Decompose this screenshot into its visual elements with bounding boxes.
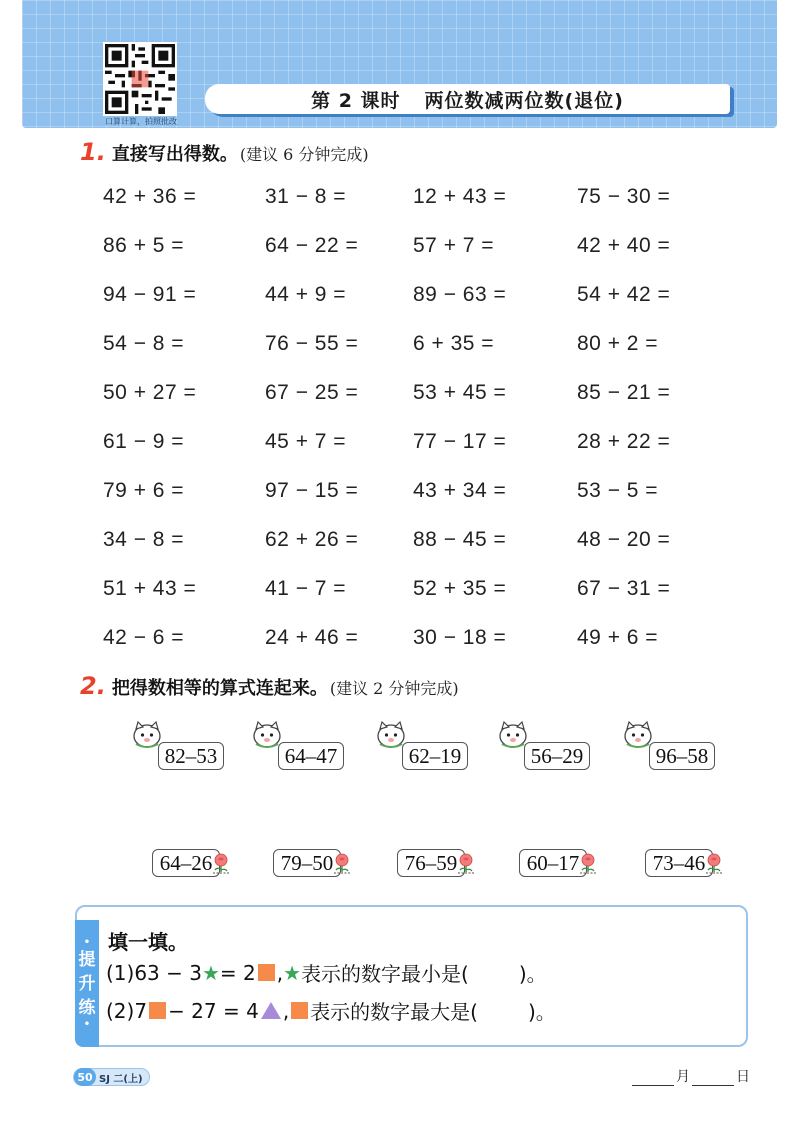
qr-code-icon[interactable]: [103, 42, 177, 116]
bottom-match-card[interactable]: 60–17: [519, 849, 587, 877]
lesson-topic: 两位数减两位数(退位): [424, 89, 624, 112]
equation: 77 − 17 =: [413, 430, 507, 453]
equation: 41 − 7 =: [265, 577, 347, 600]
flower-icon: [703, 852, 725, 874]
equation: 94 − 91 =: [103, 283, 197, 306]
cat-mascot-icon: [621, 720, 655, 750]
equation: 79 + 6 =: [103, 479, 185, 502]
bottom-match-card[interactable]: 76–59: [397, 849, 465, 877]
section2-number: 2.: [80, 672, 106, 700]
lesson-title-bar: [205, 84, 730, 114]
practice-tab: • 提 升 练 •: [75, 920, 99, 1047]
equation: 51 + 43 =: [103, 577, 197, 600]
equation: 88 − 45 =: [413, 528, 507, 551]
q2-part: − 27 = 4: [168, 998, 259, 1023]
equation: 49 + 6 =: [577, 626, 659, 649]
equation: 52 + 35 =: [413, 577, 507, 600]
section1-title: 直接写出得数。: [111, 144, 238, 165]
practice-tab-char: 练: [78, 997, 96, 1018]
cat-mascot-icon: [496, 720, 530, 750]
flower-icon: [577, 852, 599, 874]
qr-caption: 口算计算，拍照批改: [105, 117, 177, 126]
practice-tab-char: 升: [78, 973, 96, 994]
bottom-match-card[interactable]: 73–46: [645, 849, 713, 877]
star-icon: ★: [201, 960, 220, 985]
equation: 54 − 8 =: [103, 332, 185, 355]
lesson-number: 第 2 课时: [311, 89, 401, 112]
section1-note: (建议 6 分钟完成): [239, 145, 369, 164]
equation: 42 − 6 =: [103, 626, 185, 649]
equation: 54 + 42 =: [577, 283, 671, 306]
equation: 80 + 2 =: [577, 332, 659, 355]
equation: 53 + 45 =: [413, 381, 507, 404]
star-icon: ★: [283, 960, 302, 985]
equation: 75 − 30 =: [577, 185, 671, 208]
practice-tab-char: 提: [78, 949, 96, 970]
equation: 28 + 22 =: [577, 430, 671, 453]
section2-note: (建议 2 分钟完成): [329, 679, 459, 698]
orange-square-icon: [149, 1002, 166, 1019]
page-badge: [73, 1068, 150, 1086]
q1-part: ,: [276, 960, 284, 985]
practice-title: 填一填。: [108, 930, 188, 954]
orange-square-icon: [258, 964, 275, 981]
equation: 43 + 34 =: [413, 479, 507, 502]
equation: 42 + 36 =: [103, 185, 197, 208]
equation: 85 − 21 =: [577, 381, 671, 404]
q2-part: (2)7: [106, 998, 148, 1023]
cat-mascot-icon: [130, 720, 164, 750]
equation: 12 + 43 =: [413, 185, 507, 208]
q2-part: )。: [528, 1000, 556, 1024]
page-number: 50: [74, 1068, 96, 1086]
date-line: [630, 1066, 750, 1086]
month-blank[interactable]: [632, 1070, 674, 1086]
section2-title: 把得数相等的算式连起来。: [111, 678, 328, 699]
section2-heading: [80, 672, 459, 700]
equation: 97 − 15 =: [265, 479, 359, 502]
equation: 50 + 27 =: [103, 381, 197, 404]
q2-part: 表示的数字最大是(: [310, 1000, 478, 1024]
month-label: 月: [676, 1069, 690, 1085]
q1-part: )。: [518, 962, 547, 986]
cat-mascot-icon: [250, 720, 284, 750]
equation: 44 + 9 =: [265, 283, 347, 306]
top-match-card[interactable]: 56–29: [524, 742, 590, 770]
equation: 86 + 5 =: [103, 234, 185, 257]
day-label: 日: [736, 1069, 750, 1085]
top-match-card[interactable]: 62–19: [402, 742, 468, 770]
q1-part: (1)63 − 3: [106, 960, 202, 985]
cat-mascot-icon: [374, 720, 408, 750]
section1-number: 1.: [80, 138, 106, 166]
equation: 67 − 31 =: [577, 577, 671, 600]
practice-question-2: [106, 996, 556, 1025]
equation: 42 + 40 =: [577, 234, 671, 257]
equation: 31 − 8 =: [265, 185, 347, 208]
top-match-card[interactable]: 64–47: [278, 742, 344, 770]
practice-question-1: [106, 958, 547, 987]
section1-heading: [80, 138, 369, 166]
equation: 53 − 5 =: [577, 479, 659, 502]
q2-part: ,: [282, 998, 290, 1023]
equation: 34 − 8 =: [103, 528, 185, 551]
equation: 62 + 26 =: [265, 528, 359, 551]
flower-icon: [455, 852, 477, 874]
flower-icon: [331, 852, 353, 874]
bottom-match-card[interactable]: 79–50: [273, 849, 341, 877]
q1-part: = 2: [219, 960, 256, 985]
equation: 48 − 20 =: [577, 528, 671, 551]
top-match-card[interactable]: 82–53: [158, 742, 224, 770]
q1-part: 表示的数字最小是(: [301, 962, 469, 986]
top-match-card[interactable]: 96–58: [649, 742, 715, 770]
equation: 64 − 22 =: [265, 234, 359, 257]
day-blank[interactable]: [692, 1070, 734, 1086]
flower-icon: [210, 852, 232, 874]
equation: 57 + 7 =: [413, 234, 495, 257]
equation: 61 − 9 =: [103, 430, 185, 453]
orange-square-icon: [291, 1002, 308, 1019]
bottom-match-card[interactable]: 64–26: [152, 849, 220, 877]
purple-triangle-icon: [261, 1002, 281, 1019]
equation: 67 − 25 =: [265, 381, 359, 404]
equation: 76 − 55 =: [265, 332, 359, 355]
equation: 45 + 7 =: [265, 430, 347, 453]
edition-label: SJ 二(上): [99, 1073, 143, 1085]
equation: 6 + 35 =: [413, 332, 495, 355]
equation: 30 − 18 =: [413, 626, 507, 649]
equation: 89 − 63 =: [413, 283, 507, 306]
equation: 24 + 46 =: [265, 626, 359, 649]
